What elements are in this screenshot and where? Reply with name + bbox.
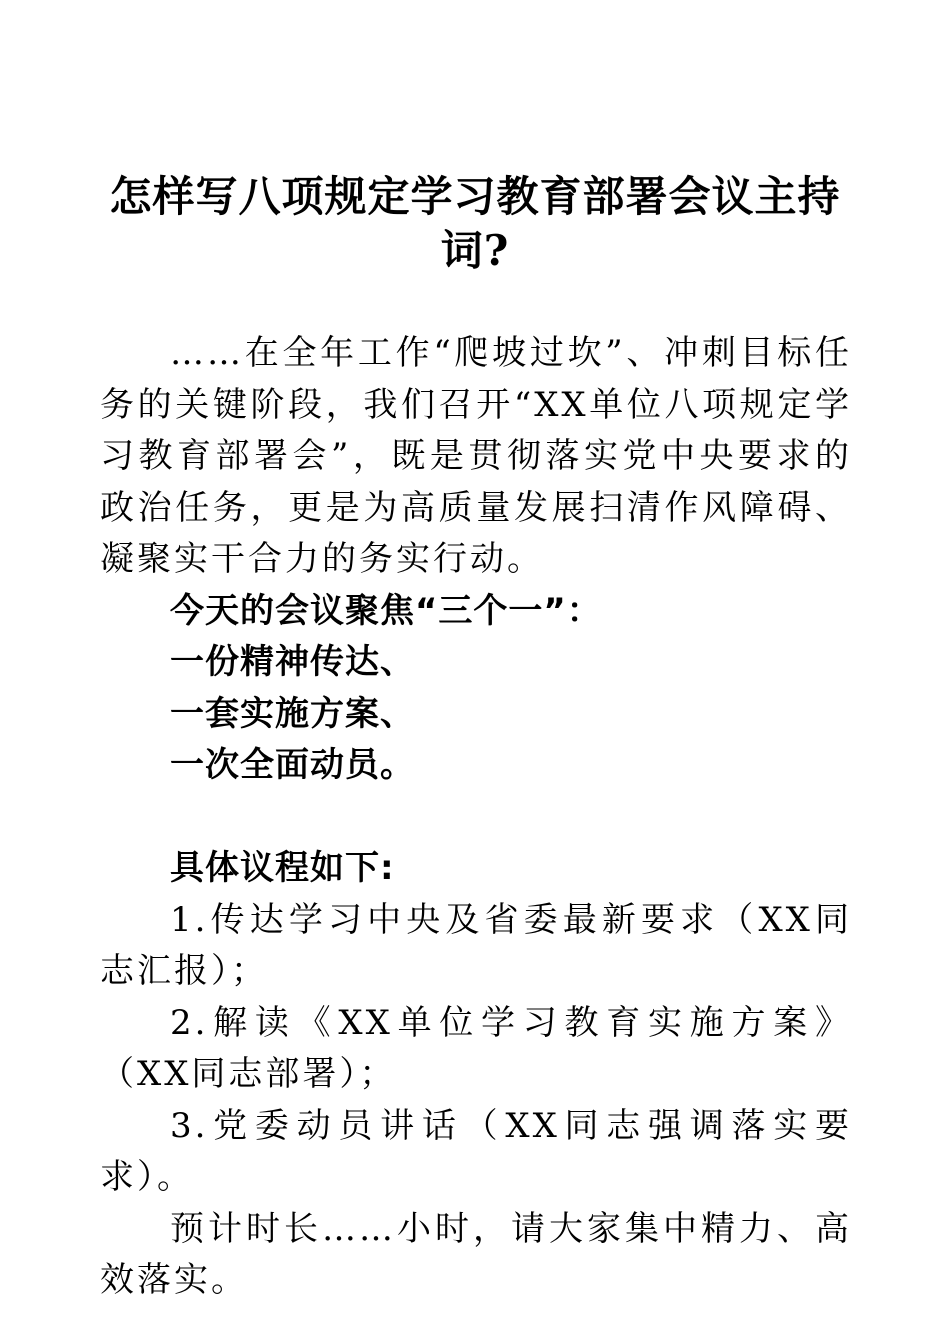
document-body bbox=[100, 328, 852, 1307]
closing-paragraph: 预计时长……小时，请大家集中精力、高效落实。 bbox=[100, 1208, 852, 1300]
document-title: 怎样写八项规定学习教育部署会议主持词? bbox=[109, 172, 841, 275]
agenda-heading: 具体议程如下: bbox=[170, 848, 395, 888]
intro-paragraph: ……在全年工作“爬坡过坎”、冲刺目标任务的关键阶段，我们召开“XX单位八项规定学习教育部署会”，既是贯彻落实党中央要求的政治任务，更是为高质量发展扫清作风障碍、凝聚实干合力的务实行动。 bbox=[100, 333, 852, 579]
focus-item: 一次全面动员。 bbox=[170, 745, 415, 785]
focus-item: 一份精神传达、 bbox=[170, 642, 415, 682]
focus-item: 一套实施方案、 bbox=[170, 693, 415, 734]
focus-heading: 今天的会议聚焦“三个一”： bbox=[170, 590, 602, 631]
agenda-item: 3.党委动员讲话（XX同志强调落实要求）。 bbox=[100, 1105, 852, 1197]
paragraph-spacer bbox=[100, 792, 852, 844]
agenda-item: 2.解读《XX单位学习教育实施方案》（XX同志部署）； bbox=[100, 1002, 852, 1094]
agenda-item: 1.传达学习中央及省委最新要求（XX同志汇报）； bbox=[100, 899, 852, 991]
